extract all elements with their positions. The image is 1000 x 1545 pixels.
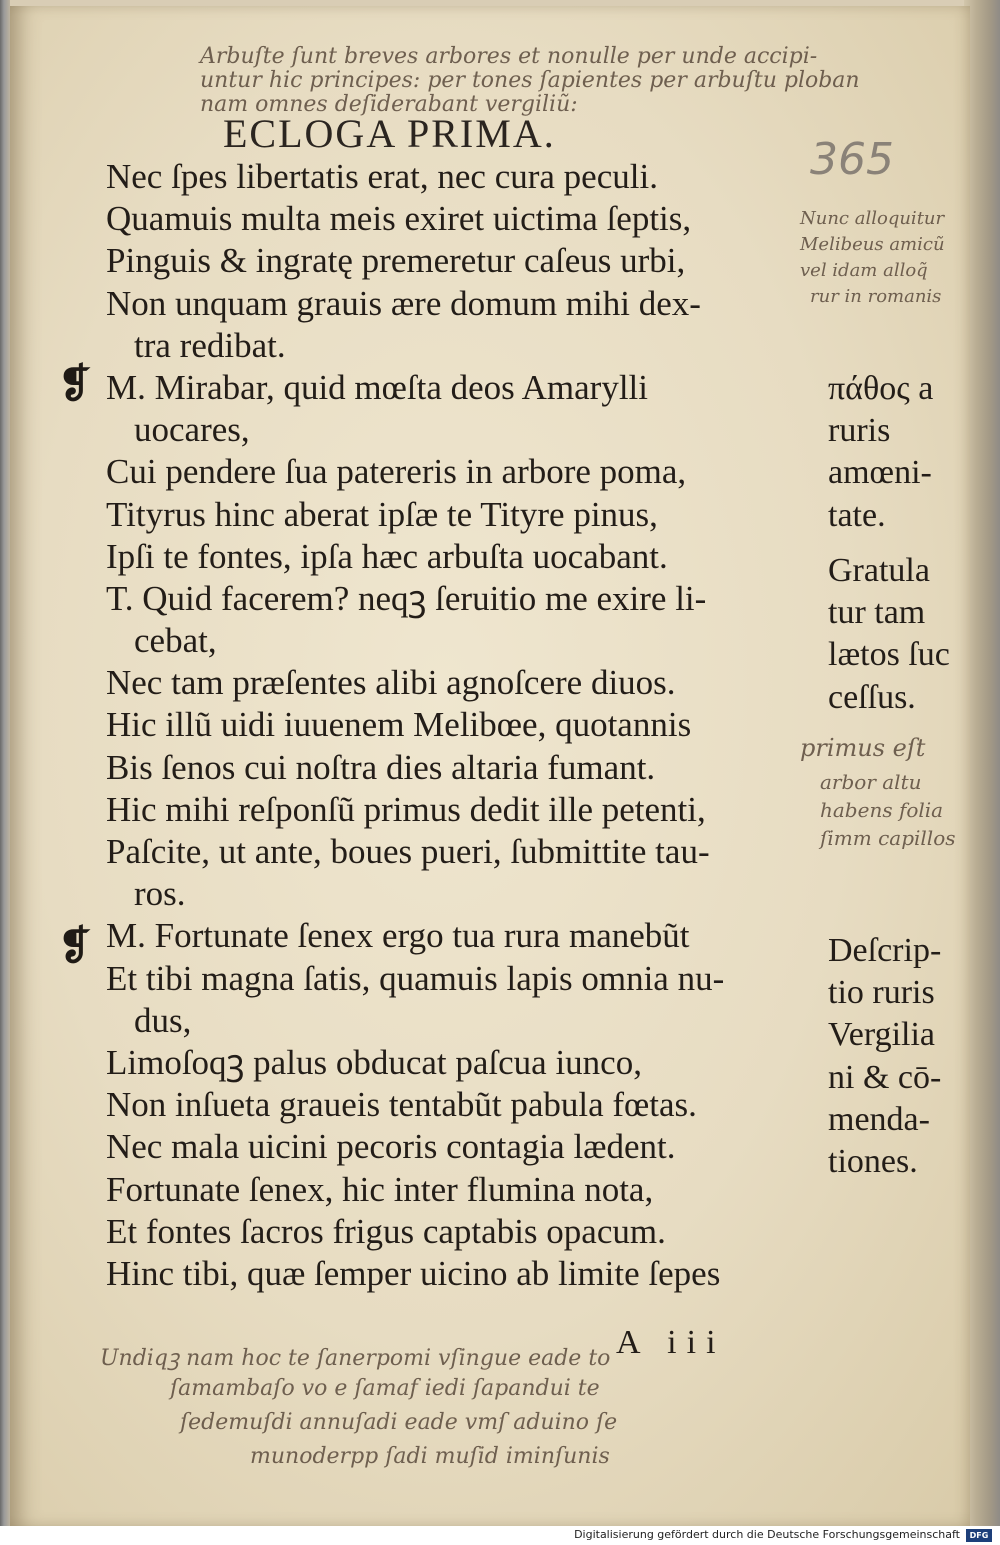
verse-line: Bis ſenos cui noſtra dies altaria fumant.	[106, 747, 656, 787]
page-heading: ECLOGA PRIMA.	[223, 111, 556, 156]
pilcrow-mark: ❡	[58, 361, 92, 406]
verse-line: Et fontes ſacros frigus captabis opacum.	[106, 1211, 666, 1251]
handwritten-note: ſedemuſdi annuſadi eade vmſ aduino ſe	[180, 1410, 618, 1435]
verse-line: Hic illũ uidi iuuenem Melibœe, quotannis	[106, 705, 692, 745]
sidenote-line: Deſcrip-	[828, 932, 942, 969]
handwritten-note: ſamambaſo vo e ſamaf iedi ſapandui te	[170, 1376, 600, 1401]
digitization-footer	[0, 1526, 1000, 1545]
handwritten-note: ſimm capillos	[820, 826, 956, 850]
sidenote-line: tiones.	[828, 1142, 918, 1180]
sidenote-line: ceſſus.	[828, 678, 916, 716]
verse-line: Ipſi te fontes, ipſa hæc arbuſta uocabant.	[106, 536, 668, 576]
verse-line: dus,	[134, 1000, 192, 1040]
verse-line: Quamuis multa meis exiret uictima ſeptis,	[106, 199, 692, 239]
sidenote-line: tur tam	[828, 594, 926, 632]
printer-signature: A iii	[616, 1324, 726, 1361]
sidenote-line: ni & cō-	[828, 1058, 942, 1096]
dfg-logo: DFG	[966, 1529, 992, 1542]
handwritten-note: Arbuſte ſunt breves arbores et nonulle per unde accipi-	[200, 44, 818, 69]
book-binding	[0, 0, 10, 1540]
verse-line: uocares,	[134, 410, 250, 450]
verse-line: cebat,	[134, 621, 217, 661]
verse-line: M. Mirabar, quid mœſta deos Amarylli	[106, 367, 648, 407]
sidenote-line: Gratula	[828, 552, 930, 589]
sidenote-line: Vergilia	[828, 1016, 936, 1054]
verse-line: Nec ſpes libertatis erat, nec cura peculi.	[106, 157, 658, 196]
verse-line: Hic mihi reſponſũ primus dedit ille petenti,	[106, 789, 706, 829]
handwritten-note: rur in romanis	[810, 286, 942, 307]
sidenote-line: πάθος a	[828, 370, 934, 407]
handwritten-note: Nunc alloquitur	[800, 208, 945, 229]
folio-number: 365	[810, 134, 894, 185]
verse-line: Nec tam præſentes alibi agnoſcere diuos.	[106, 663, 676, 703]
sidenote-line: lætos ſuc	[828, 636, 950, 674]
verse-line: Fortunate ſenex, hic inter flumina nota,	[106, 1169, 654, 1209]
handwritten-note: nam omnes deſiderabant vergiliũ:	[200, 92, 578, 117]
handwritten-note: untur hic principes: per tones ſapientes per arbuſtu ploban	[200, 68, 860, 93]
verse-line: Non inſueta graueis tentabũt pabula fœtas.	[106, 1085, 697, 1125]
verse-text	[106, 156, 826, 1295]
verse-line: ros.	[134, 874, 186, 914]
sidenote-line: menda-	[828, 1100, 930, 1138]
sidenote-line: amœni-	[828, 454, 932, 492]
sidenote-line: tio ruris	[828, 974, 935, 1012]
verse-line: M. Fortunate ſenex ergo tua rura manebũt	[106, 916, 690, 956]
handwritten-note: primus eſt	[800, 734, 926, 762]
handwritten-note: Melibeus amicũ	[800, 234, 945, 255]
handwritten-note: arbor altu	[820, 770, 922, 794]
verse-line: Cui pendere ſua patereris in arbore poma,	[106, 452, 687, 492]
verse-line: Nec mala uicini pecoris contagia lædent.	[106, 1127, 676, 1167]
verse-line: Paſcite, ut ante, boues pueri, ſubmittite tau-	[106, 832, 710, 871]
handwritten-note: habens folia	[820, 798, 944, 822]
verse-line: Non unquam grauis ære domum mihi dex-	[106, 283, 701, 323]
handwritten-note: munoderpp ſadi muſid iminſunis	[250, 1444, 610, 1469]
verse-line: Tityrus hinc aberat ipſæ te Tityre pinus,	[106, 494, 658, 534]
funding-credit: Digitalisierung gefördert durch die Deutsche Forschungsgemeinschaft	[574, 1528, 960, 1541]
verse-line: Hinc tibi, quæ ſemper uicino ab limite ſepes	[106, 1253, 721, 1293]
verse-line: Et tibi magna ſatis, quamuis lapis omnia nu-	[106, 958, 725, 998]
verse-line: Limoſoqꝫ palus obducat paſcua iunco,	[106, 1042, 642, 1082]
sidenote-line: ruris	[828, 412, 891, 450]
sidenote-gratulatur	[828, 550, 978, 719]
sidenote-descriptio	[828, 930, 978, 1183]
verse-line: Pinguis & ingratę premeretur caſeus urbi,	[106, 241, 686, 281]
book-page	[10, 6, 970, 1526]
verse-line: tra redibat.	[134, 325, 286, 365]
handwritten-note: Undiqꝫ nam hoc te ſanerpomi vſingue eade to	[100, 1346, 611, 1371]
pilcrow-mark: ❡	[58, 923, 92, 968]
sidenote-line: tate.	[828, 496, 886, 534]
verse-line: T. Quid facerem? neqꝫ ſeruitio me exire li-	[106, 578, 707, 618]
handwritten-note: vel idam alloq̃	[800, 260, 928, 281]
sidenote-pathos	[828, 368, 978, 537]
